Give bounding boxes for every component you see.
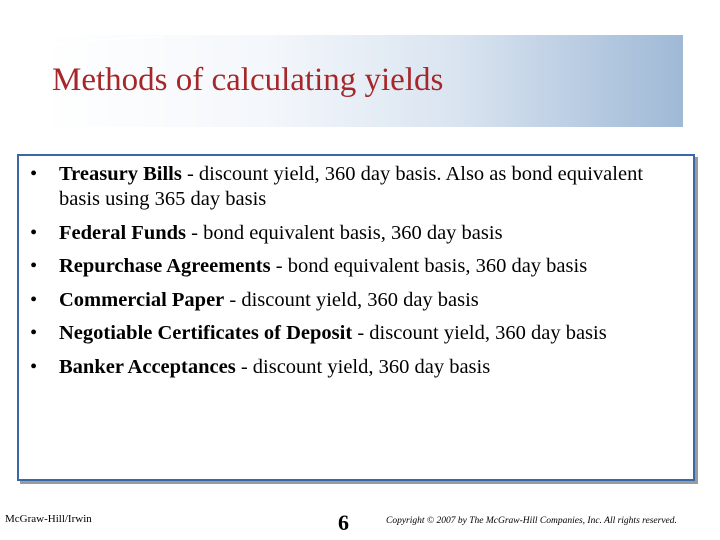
bullet-term: Treasury Bills <box>59 163 182 185</box>
bullet-item <box>26 355 686 380</box>
bullet-term: Banker Acceptances <box>59 355 236 378</box>
bullet-item <box>26 162 686 212</box>
bullet-dot: • <box>30 221 38 244</box>
bullet-item <box>26 254 686 279</box>
bullet-list <box>26 162 686 388</box>
bullet-dot: • <box>30 255 38 277</box>
bullet-term: Negotiable Certificates of Deposit <box>59 322 353 344</box>
bullet-desc: - discount yield, 360 day basis. Also as bond equivalent basis using 365 day basis <box>59 163 644 210</box>
footer-copyright: Copyright © 2007 by The McGraw-Hill Companies, Inc. All rights reserved. <box>386 516 677 526</box>
slide-title: Methods of calculating yields <box>52 62 444 98</box>
bullet-dot: • <box>30 322 38 344</box>
bullet-term: Repurchase Agreements <box>59 255 271 277</box>
bullet-item <box>26 221 686 246</box>
bullet-desc: - discount yield, 360 day basis <box>352 322 607 344</box>
bullet-desc: - bond equivalent basis, 360 day basis <box>186 221 503 244</box>
page-number: 6 <box>338 510 349 535</box>
bullet-desc: - bond equivalent basis, 360 day basis <box>270 255 588 277</box>
bullet-dot: • <box>30 355 38 378</box>
bullet-term: Federal Funds <box>59 221 186 244</box>
bullet-dot: • <box>30 163 38 185</box>
bullet-term: Commercial Paper <box>59 288 225 311</box>
title-swoosh-decoration <box>42 35 162 55</box>
bullet-item <box>26 288 686 313</box>
bullet-item <box>26 321 686 346</box>
bullet-dot: • <box>30 288 38 311</box>
bullet-desc: - discount yield, 360 day basis <box>224 288 479 311</box>
footer-publisher: McGraw-Hill/Irwin <box>5 513 92 525</box>
bullet-desc: - discount yield, 360 day basis <box>235 355 491 378</box>
